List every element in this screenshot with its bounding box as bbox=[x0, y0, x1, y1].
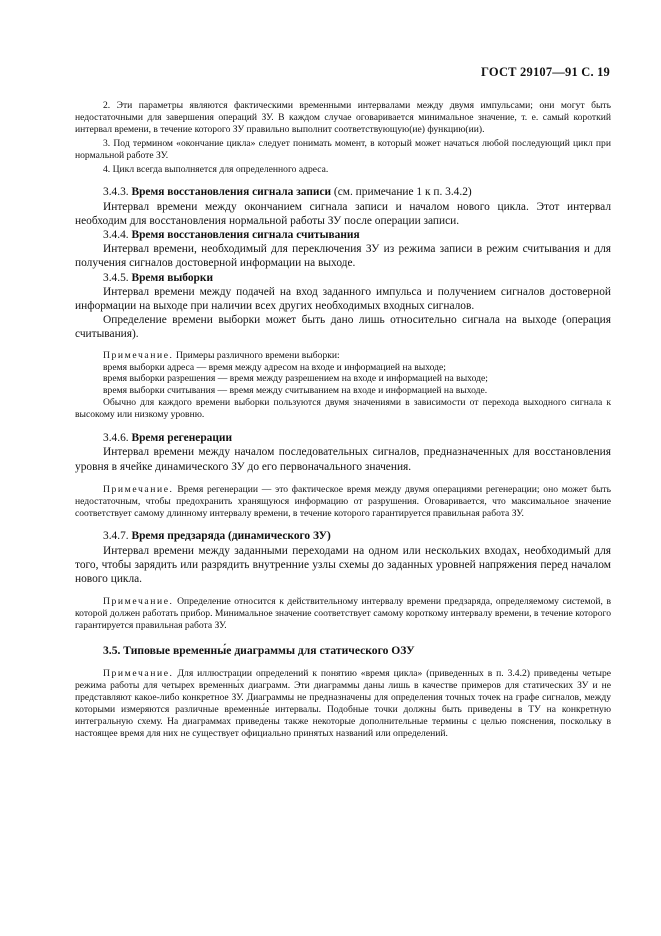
note-label: Примечание. bbox=[103, 483, 174, 495]
note-intro: Примеры различного времени выборки: bbox=[173, 349, 340, 361]
term-title: Время предзаряда (динамического ЗУ) bbox=[131, 530, 331, 543]
term-title: Время выборки bbox=[131, 271, 214, 284]
section-reference: (см. примечание 1 к п. 3.4.2) bbox=[331, 186, 472, 199]
section-3-4-6-note bbox=[75, 484, 611, 520]
section-number: 3.4.4. bbox=[103, 229, 129, 242]
section-number: 3.4.3. bbox=[103, 186, 129, 199]
section-3-4-7-text: Интервал времени между заданными переходами на одном или нескольких входах, необходимый для того, чтобы зарядить или разрядить внутренние узлы схемы до заданных уровней напряжения перед началом нового цикла. bbox=[75, 544, 611, 586]
section-3-4-7-heading bbox=[75, 529, 611, 543]
section-3-4-3-heading bbox=[75, 185, 611, 199]
section-3-4-3-text: Интервал времени между окончанием сигнала записи и началом нового цикла. Этот интервал необходим для восстановления нормальной работы ЗУ после операции записи. bbox=[75, 200, 611, 227]
section-3-4-5-note bbox=[75, 350, 611, 362]
section-3-4-5-text-2: Определение времени выборки может быть дано лишь относительно сигнала на выходе (операция считывания). bbox=[75, 314, 611, 341]
note-text: Для иллюстрации определений к понятию «время цикла» (приведенных в п. 3.4.2) приведены четыре режима работы для четырех временны́х диаграмм. Эти диаграммы даны лишь в качестве примеров для статических ЗУ и не представляют какое-либо конкретное ЗУ. Диаграммы не предназначены для определения точных точек на графе сигналов, между которыми измеряются различные временны́е интервалы. Подобные точки должны быть приведены в ТУ на конкретную интегральную схему. На диаграммах приведены также некоторые дополнительные термины с целью пояснения, поскольку в настоящее время для них не существует официально принятых названий или определений. bbox=[75, 667, 611, 739]
note-4: 4. Цикл всегда выполняется для определенного адреса. bbox=[103, 163, 329, 175]
section-3-4-7-note bbox=[75, 596, 611, 632]
note-list-item: время выборки разрешения — время между разрешением на входе и информацией на выходе; bbox=[103, 373, 488, 385]
term-title: Время регенерации bbox=[131, 432, 233, 445]
document-body bbox=[75, 100, 611, 739]
term-title: Время восстановления сигнала записи bbox=[131, 186, 332, 199]
note-tail: Обычно для каждого времени выборки пользуются двумя значениями в зависимости от перехода выходного сигнала к высокому или низкому уровню. bbox=[75, 397, 611, 421]
section-3-4-4-text: Интервал времени, необходимый для переключения ЗУ из режима записи в режим считывания и для получения сигналов достоверной информации на выходе. bbox=[75, 243, 611, 270]
section-3-4-4-heading bbox=[75, 228, 611, 242]
section-3-4-5-text-1: Интервал времени между подачей на вход заданного импульса и получением сигналов достоверной информации на выходе при наличии всех других необходимых входных сигналов. bbox=[75, 285, 611, 313]
section-number: 3.4.5. bbox=[103, 271, 129, 284]
note-list-item: время выборки адреса — время между адресом на входе и информацией на выходе; bbox=[103, 361, 446, 373]
section-number: 3.4.7. bbox=[103, 530, 129, 543]
note-list-item: время выборки считывания — время между считыванием на входе и информацией на выходе. bbox=[103, 385, 488, 397]
section-3-4-5-heading bbox=[75, 271, 611, 285]
term-title: Время восстановления сигнала считывания bbox=[131, 229, 360, 242]
note-label: Примечание. bbox=[103, 349, 174, 361]
note-text: Время регенерации — это фактическое время между двумя операциями регенерации; оно может быть недостаточным, чтобы предохранить хранящуюся информацию от разрушения. Оговаривается, что максимальное значение соответствует самому длинному интервалу времени, в течение которого гарантируется правильная работа ЗУ. bbox=[75, 483, 611, 519]
page-header: ГОСТ 29107—91 С. 19 bbox=[481, 65, 610, 79]
section-number: 3.4.6. bbox=[103, 432, 129, 445]
section-3-5-note bbox=[75, 668, 611, 739]
note-3: 3. Под термином «окончание цикла» следует понимать момент, в который может начаться любой последующий цикл при нормальной работе ЗУ. bbox=[75, 137, 611, 161]
note-label: Примечание. bbox=[103, 667, 174, 679]
note-2: 2. Эти параметры являются фактическими временными интервалами между двумя импульсами; они могут быть недостаточными для завершения операций ЗУ. В каждом случае оговаривается минимальное значение, т. е. самый короткий интервал времени, в течение которого ЗУ правильно выполнит соответствующую(ие) функцию(ии). bbox=[75, 100, 611, 135]
section-3-4-6-heading bbox=[75, 431, 611, 445]
section-3-4-6-text: Интервал времени между началом последовательных сигналов, предназначенных для восстановления уровня в ячейке динамического ЗУ до его первоначального значения. bbox=[75, 446, 611, 473]
section-3-5-heading: 3.5. Типовые временны́е диаграммы для статического ОЗУ bbox=[103, 643, 415, 657]
note-label: Примечание. bbox=[103, 596, 174, 608]
note-text: Определение относится к действительному интервалу времени предзаряда, определяемому системой, в которой должен работать прибор. Минимальное значение соответствует самому короткому интервалу времени, в течение которого гарантируется правильная работа ЗУ. bbox=[75, 596, 611, 632]
